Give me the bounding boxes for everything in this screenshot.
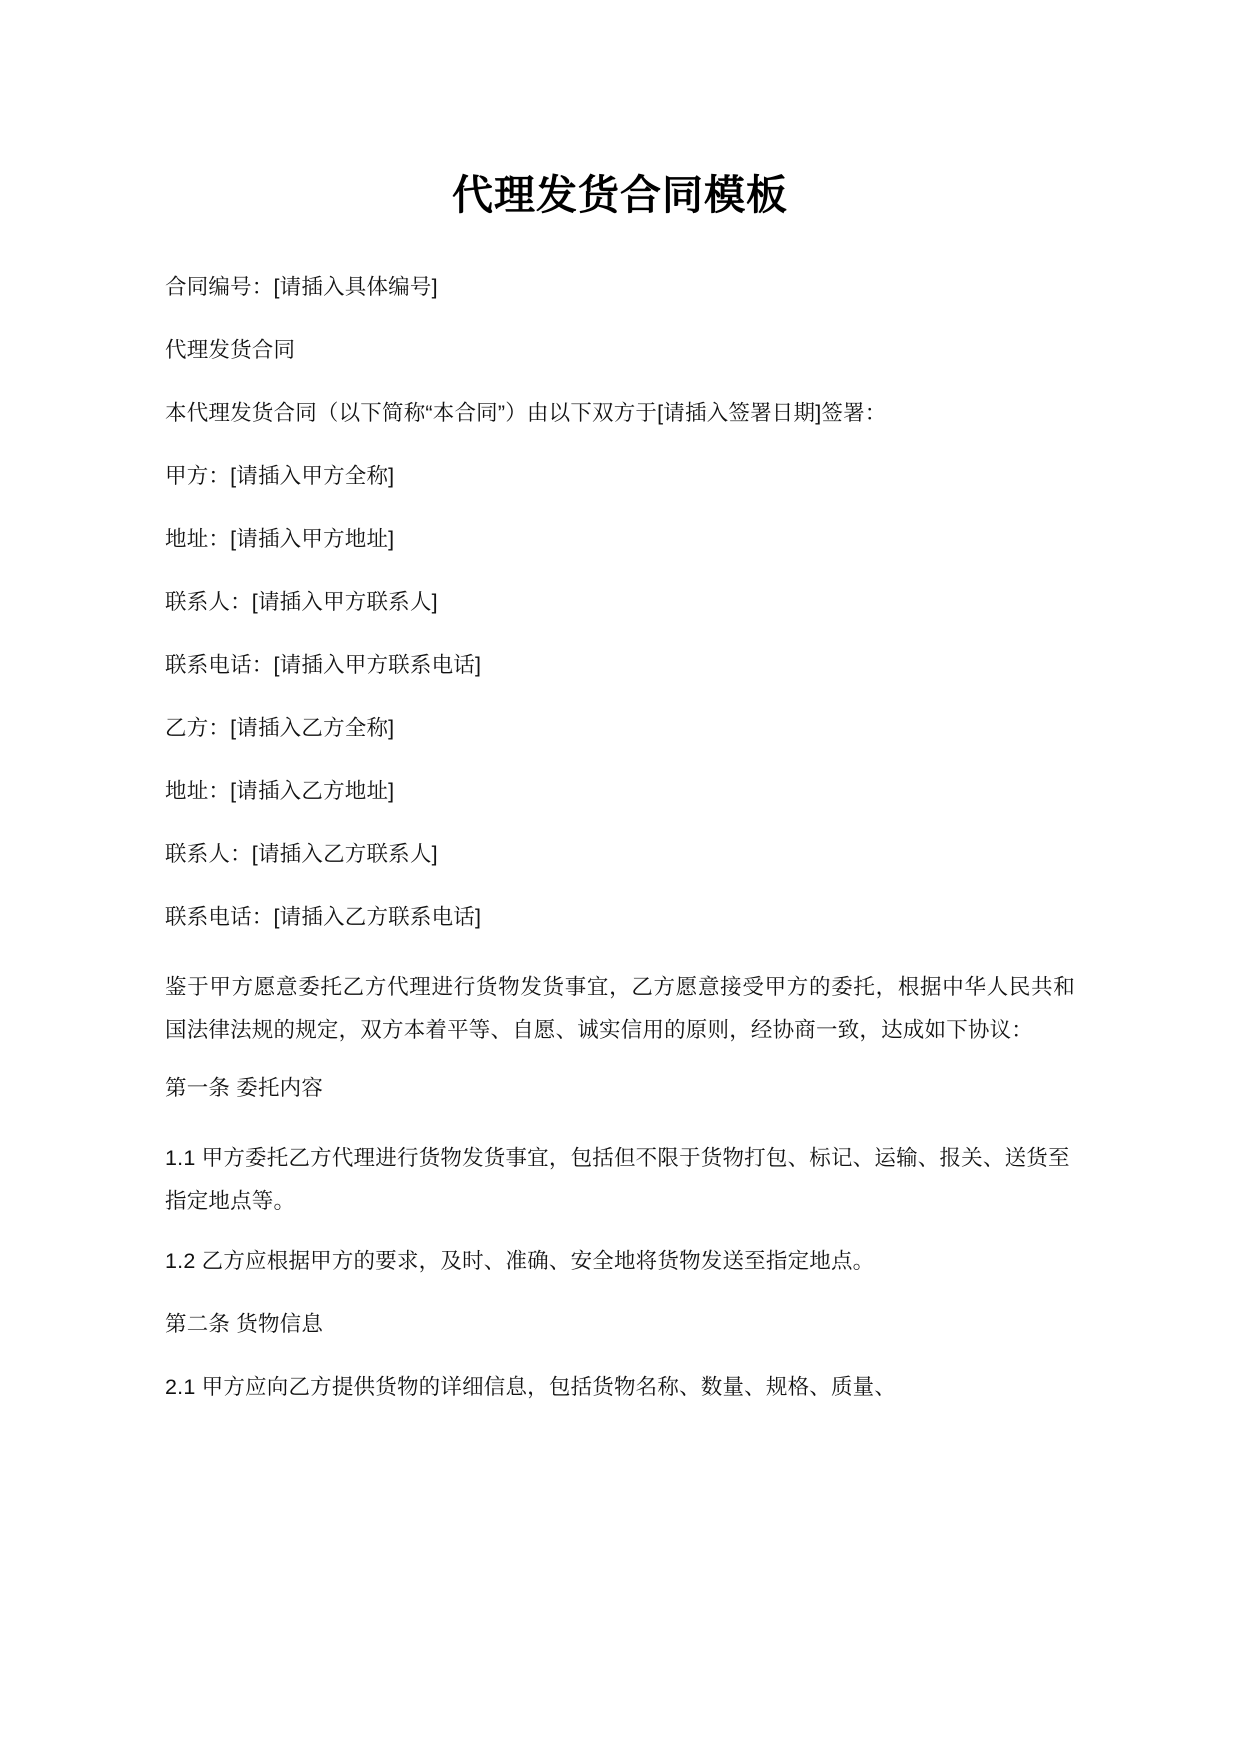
heading-article-2: 第二条 货物信息	[165, 1312, 324, 1337]
heading-article-1: 第一条 委托内容	[165, 1076, 324, 1101]
paragraph-party-b-contact: 联系人：[请插入乙方联系人]	[165, 842, 438, 867]
paragraph-preamble: 本代理发货合同（以下简称“本合同”）由以下双方于[请插入签署日期]签署：	[165, 401, 887, 426]
paragraph-clause-2-1: 2.1 甲方应向乙方提供货物的详细信息，包括货物名称、数量、规格、质量、	[165, 1375, 897, 1400]
paragraph-clause-1-2: 1.2 乙方应根据甲方的要求，及时、准确、安全地将货物发送至指定地点。	[165, 1249, 875, 1274]
paragraph-party-b-address: 地址：[请插入乙方地址]	[165, 779, 395, 804]
paragraph-clause-1-1: 1.1 甲方委托乙方代理进行货物发货事宜，包括但不限于货物打包、标记、运输、报关、送货至指定地点等。	[165, 1146, 1070, 1214]
paragraph-party-a-contact: 联系人：[请插入甲方联系人]	[165, 590, 438, 615]
paragraph-party-b-phone: 联系电话：[请插入乙方联系电话]	[165, 905, 482, 930]
paragraph-contract-number: 合同编号：[请插入具体编号]	[165, 275, 438, 300]
paragraph-contract-name: 代理发货合同	[165, 338, 296, 363]
paragraph-party-b-name: 乙方：[请插入乙方全称]	[165, 716, 395, 741]
paragraph-whereas-clause: 鉴于甲方愿意委托乙方代理进行货物发货事宜，乙方愿意接受甲方的委托，根据中华人民共和国法律法规的规定，双方本着平等、自愿、诚实信用的原则，经协商一致，达成如下协议：	[165, 975, 1075, 1043]
paragraph-party-a-address: 地址：[请插入甲方地址]	[165, 527, 395, 552]
page-title: 代理发货合同模板	[452, 172, 788, 218]
document-body	[165, 273, 1075, 1402]
paragraph-party-a-phone: 联系电话：[请插入甲方联系电话]	[165, 653, 482, 678]
paragraph-party-a-name: 甲方：[请插入甲方全称]	[165, 464, 395, 489]
